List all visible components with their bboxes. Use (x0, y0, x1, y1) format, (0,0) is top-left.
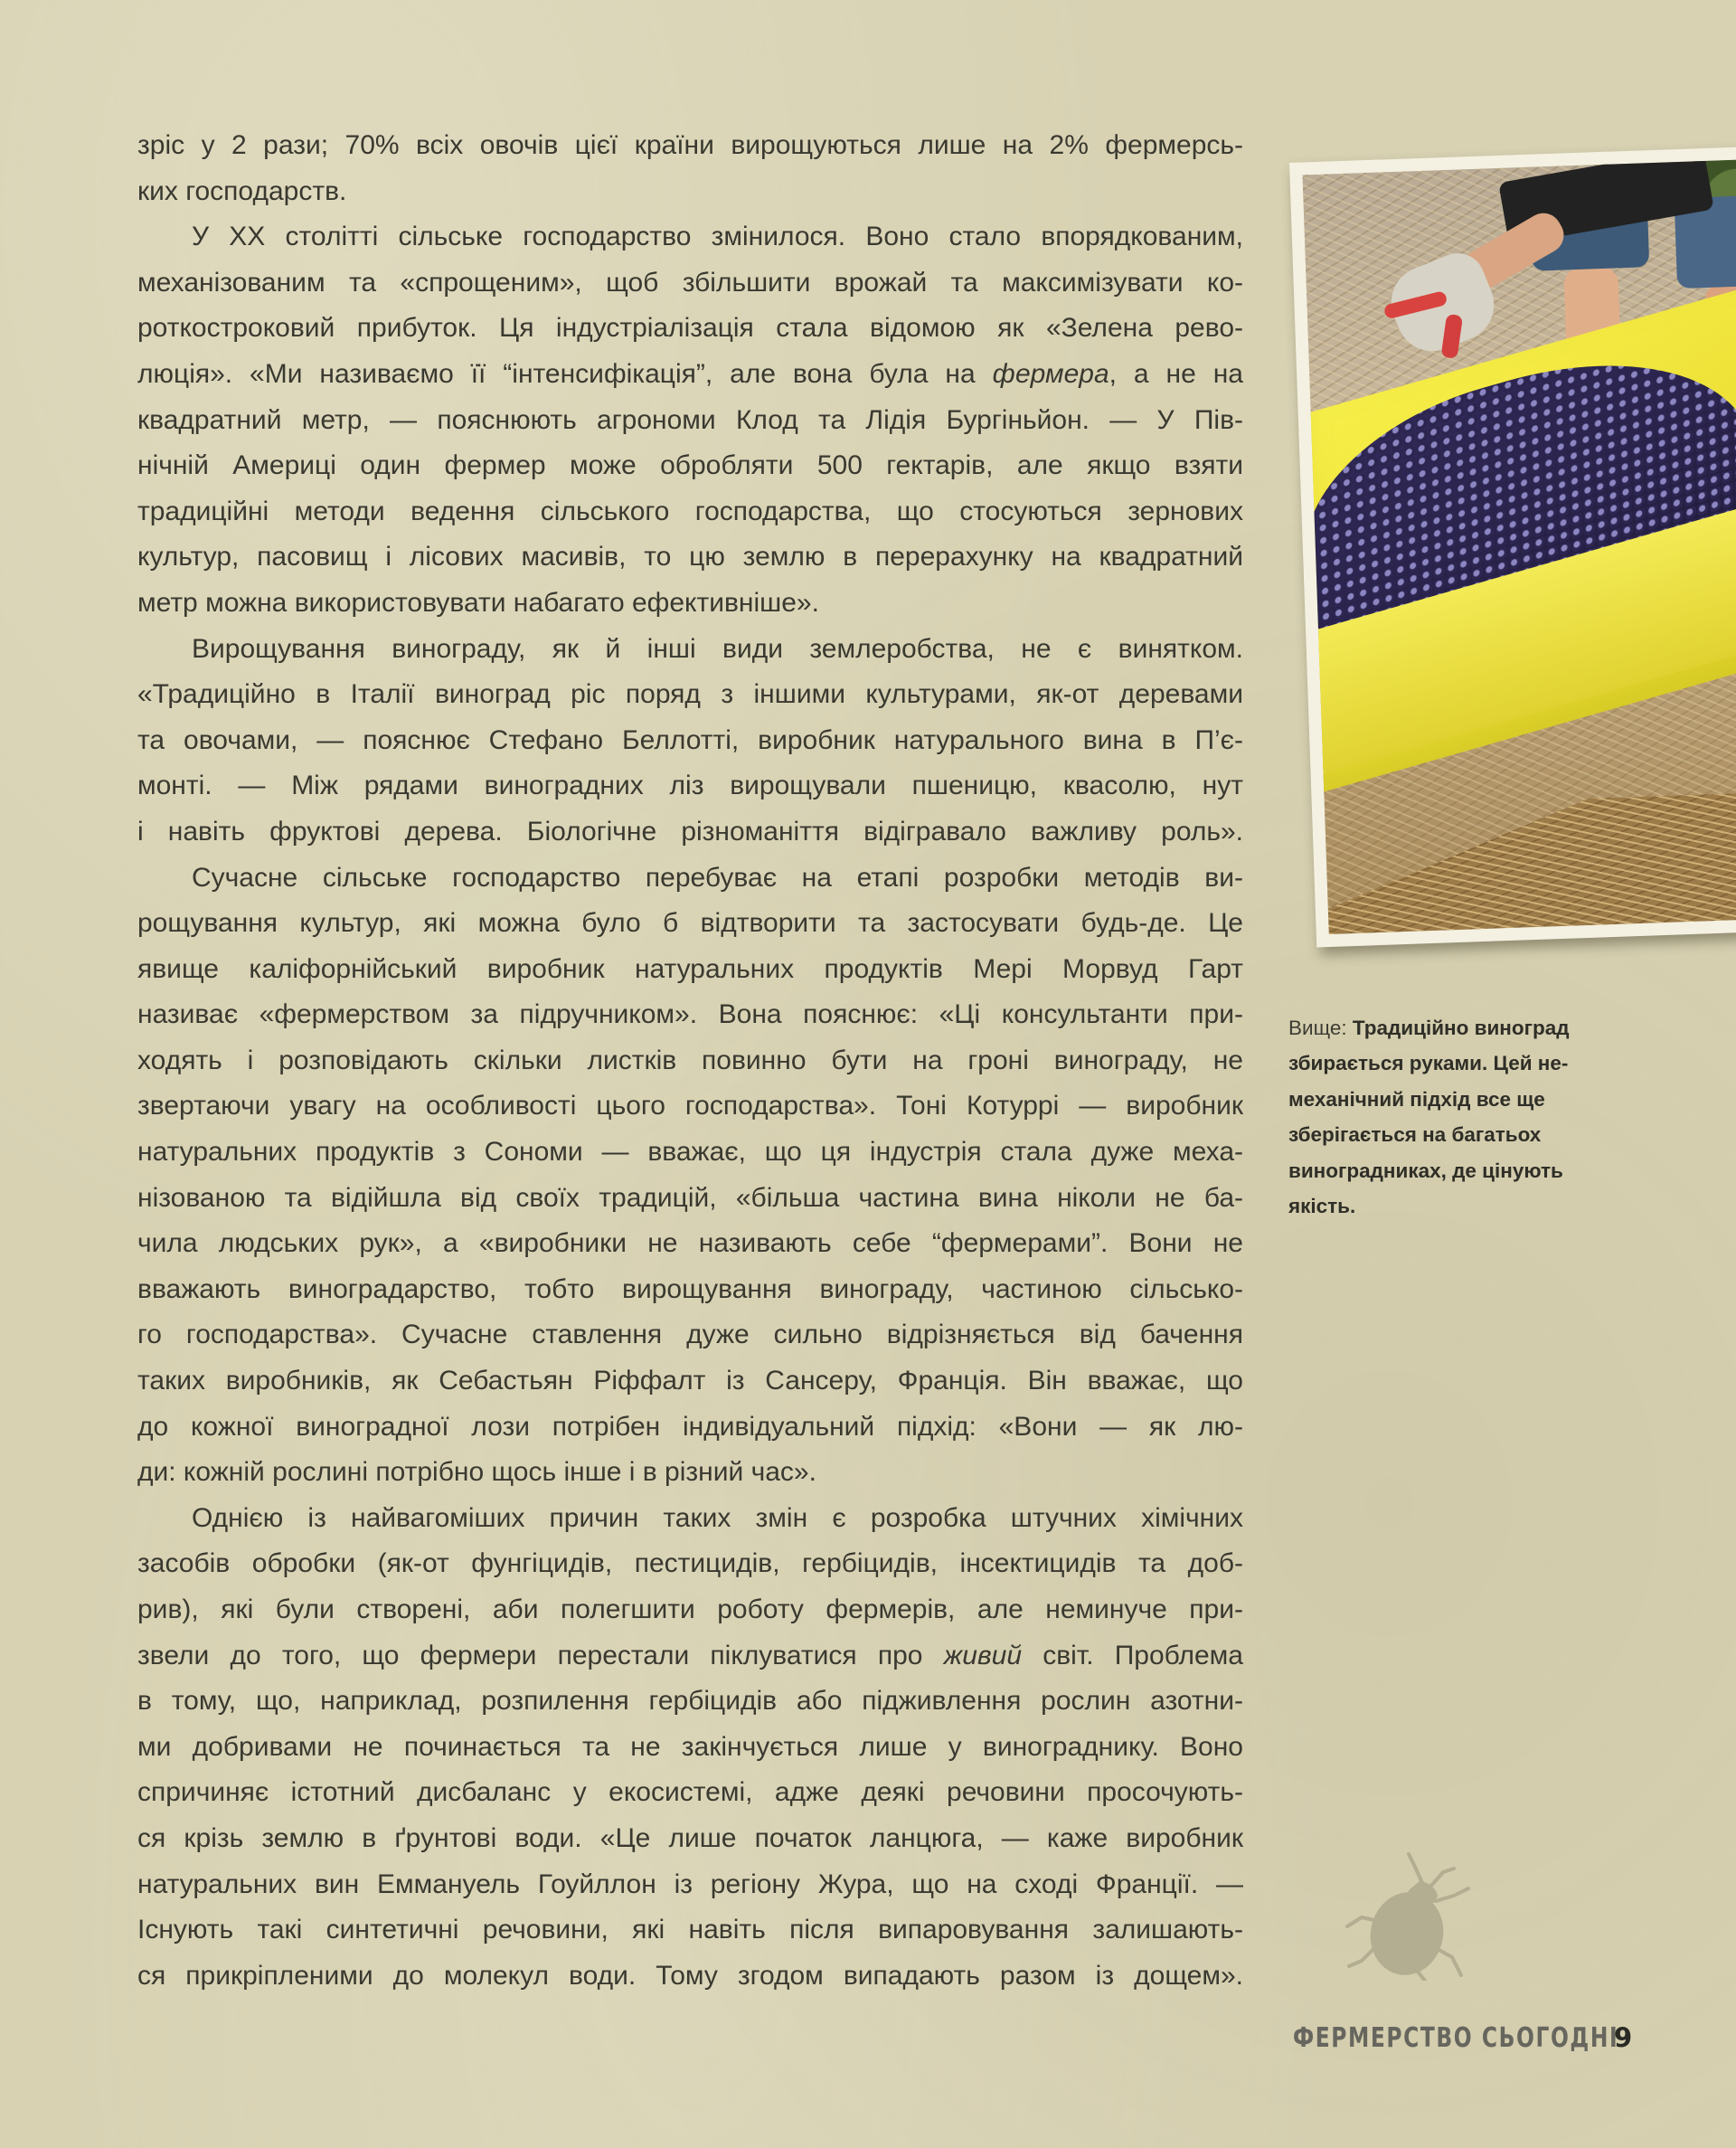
text-line: механізованим та «спрощеним», щоб збільшити врожай та максимізувати ко- (137, 267, 1243, 298)
text-line: і навіть фруктові дерева. Біологічне різноманіття відігравало важливу роль». (137, 816, 1243, 847)
text-line: до кожної виноградної лози потрібен індивідуальний підхід: «Вони — як лю- (137, 1411, 1243, 1442)
text-line: культур, пасовищ і лісових масивів, то цю землю в перерахунку на квадратний (137, 542, 1243, 572)
text-line: ких господарств. (137, 175, 347, 206)
paragraph-start: Вирощування винограду, як й інші види землеробства, не є винятком. (192, 633, 1243, 664)
text-line: ся крізь землю в ґрунтові води. «Це лише початок ланцюга, — каже виробник (137, 1822, 1243, 1853)
beetle-icon (1336, 1836, 1481, 1981)
text-line: го господарства». Сучасне ставлення дуже сильно відрізняється від бачення (137, 1320, 1243, 1350)
text-line: ди: кожній рослині потрібно щось інше і в різний час». (137, 1457, 816, 1488)
text-line: «Традиційно в Італії виноград ріс поряд з іншими культурами, як-от деревами (137, 679, 1243, 710)
text-line: натуральних вин Еммануель Гоуйллон із регіону Жура, що на сході Франції. — (137, 1869, 1243, 1899)
text-line: засобів обробки (як-от фунгіцидів, пестицидів, гербіцидів, інсектицидів та доб- (137, 1548, 1243, 1579)
page-footer (1293, 2022, 1711, 2058)
caption-lead: Вище: (1288, 1017, 1347, 1039)
text-line: рощування культур, які можна було б відтворити та застосувати будь-де. Це (137, 908, 1243, 939)
text-line: звертаючи увагу на особливості цього господарства». Тоні Котуррі — виробник (137, 1091, 1243, 1121)
text-line: монті. — Між рядами виноградних ліз вирощували пшеницю, квасолю, нут (137, 771, 1243, 801)
body-text (137, 123, 1243, 1999)
text-line: ходять і розповідають скільки листків повинно бути на гроні винограду, не (137, 1045, 1243, 1075)
photo-image (1302, 158, 1736, 934)
photo-grape-harvest (1289, 145, 1736, 947)
paragraph-start: Однією із найвагоміших причин таких змін є розробка штучних хімічних (192, 1502, 1243, 1533)
text-line: нізованою та відійшла від своїх традицій, «більша частина вина ніколи не ба- (137, 1182, 1243, 1213)
photo-caption: Вище: Традиційно виноград збирається руками. Цей не- механічний підхід все ще зберігається на багатьох виноградниках, де цінують якість. (1288, 1017, 1570, 1217)
text-line: квадратний метр, — пояснюють агрономи Клод та Лідія Бургіньйон. — У Пів- (137, 404, 1243, 435)
text-line: звели до того, що фермери перестали піклуватися про живий світ. Проблема (137, 1640, 1243, 1670)
paragraph-start: Сучасне сільське господарство перебуває на етапі розробки методів ви- (192, 862, 1243, 893)
text-line: таких виробників, як Себастьян Ріффалт із Сансеру, Франція. Він вважає, що (137, 1366, 1243, 1396)
text-line: нічній Америці один фермер може обробляти 500 гектарів, але якщо взяти (137, 450, 1243, 481)
text-line: в тому, що, наприклад, розпилення гербіцидів або підживлення рослин азотни- (137, 1686, 1243, 1717)
italic-emphasis: фермера (992, 358, 1109, 389)
text-line: натуральних продуктів з Сономи — вважає, що ця індустрія стала дуже меха- (137, 1137, 1243, 1168)
text-line: люція». «Ми називаємо її “інтенсифікація”, але вона була на фермера, а не на (137, 358, 1243, 389)
text-line: чила людських рук», а «виробники не називають себе “фермерами”. Вони не (137, 1228, 1243, 1259)
text-line: спричиняє істотний дисбаланс у екосистемі, адже деякі речовини просочують- (137, 1777, 1243, 1808)
text-line: називає «фермерством за підручником». Вона пояснює: «Ці консультанти при- (137, 999, 1243, 1030)
text-line: метр можна використовувати набагато ефективніше». (137, 587, 819, 618)
page-number: 9 (1614, 2022, 1633, 2053)
text-line: вважають виноградарство, тобто вирощування винограду, частиною сільсько- (137, 1273, 1243, 1304)
text-line: зріс у 2 рази; 70% всіх овочів цієї країни вирощуються лише на 2% фермерсь- (137, 130, 1243, 160)
text-line: традиційні методи ведення сільського господарства, що стосуються зернових (137, 496, 1243, 526)
text-line: рив), які були створені, аби полегшити роботу фермерів, але неминуче при- (137, 1594, 1243, 1624)
text-line: роткостроковий прибуток. Ця індустріалізація стала відомою як «Зелена рево- (137, 313, 1243, 344)
text-line: та овочами, — пояснює Стефано Беллотті, виробник натурального вина в П’є- (137, 724, 1243, 755)
text-line: ми добривами не починається та не закінчується лише у винограднику. Воно (137, 1731, 1243, 1762)
text-line: ся прикріпленими до молекул води. Тому згодом випадають разом із дощем». (137, 1960, 1243, 1991)
italic-emphasis: живий (943, 1640, 1023, 1670)
paragraph-start: У XX столітті сільське господарство змінилося. Воно стало впорядкованим, (192, 222, 1243, 252)
running-section-title: ФЕРМЕРСТВО СЬОГОДНІ (1293, 2022, 1619, 2054)
text-line: Існують такі синтетичні речовини, які навіть після випаровування залишають- (137, 1915, 1243, 1945)
text-line: явище каліфорнійський виробник натуральних продуктів Мері Морвуд Гарт (137, 953, 1243, 984)
